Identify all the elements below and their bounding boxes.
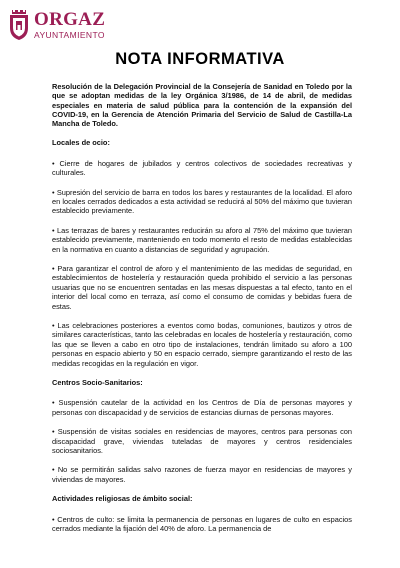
list-item: • Las celebraciones posteriores a eventos como bodas, comuniones, bautizos y otros de similares características, tanto las celebradas en locales de hostelería y restauración, como las que se lleven a cabo en otro tipo de instalaciones, tendrán limitado su aforo a 100 personas en espacio abierto y 50 en espacio cerrado, siempre garantizando el resto de las medidas recogidas en la regulación en vigor. — [52, 321, 352, 368]
list-item: • Suspensión cautelar de la actividad en los Centros de Día de personas mayores y personas con discapacidad y de servicios de estancias diurnas de personas mayores. — [52, 398, 352, 417]
list-item: • Cierre de hogares de jubilados y centros colectivos de sociedades recreativas y culturales. — [52, 158, 352, 178]
list-item: • No se permitirán salidas salvo razones de fuerza mayor en residencias de mayores y viviendas de mayores. — [52, 465, 352, 484]
intro-paragraph: Resolución de la Delegación Provincial de la Consejería de Sanidad en Toledo por la que se adoptan medidas de la ley Orgánica 3/1986, de 14 de abril, de medidas especiales en materia de salud pública para la contención de la expansión del COVID-19, en la Gerencia de Atención Primaria del Servicio de Salud de Castilla-La Mancha de Toledo. — [52, 82, 352, 129]
document-body — [52, 82, 352, 543]
list-item: • Centros de culto: se limita la permanencia de personas en lugares de culto en espacios cerrados mediante la fijación del 40% de aforo. La permanencia de — [52, 514, 352, 533]
document-title: NOTA INFORMATIVA — [115, 50, 285, 68]
list-item: • Para garantizar el control de aforo y el mantenimiento de las medidas de seguridad, en establecimientos de hostelería y restauración queda prohibido el servicio a las personas usuarias que no se encuentren sentadas en las mesas dispuestas a tal efecto, tanto en el interior del local como en terraza, así como el consumo de comidas y bebidas fuera de estas. — [52, 264, 352, 311]
logo-subtitle: AYUNTAMIENTO — [34, 30, 105, 41]
section-title-actividades-religiosas: Actividades religiosas de ámbito social: — [52, 494, 193, 504]
section-title-locales-ocio: Locales de ocio: — [52, 138, 110, 148]
logo-text — [34, 10, 105, 40]
list-item: • Supresión del servicio de barra en todos los bares y restaurantes de la localidad. El aforo en locales cerrados dedicados a esta actividad se reducirá al 50% del máximo que tuvieran establecido previamente. — [52, 187, 352, 216]
logo-name: ORGAZ — [34, 9, 106, 31]
list-item: • Las terrazas de bares y restaurantes reducirán su aforo al 75% del máximo que tuvieran establecido previamente, manteniendo en todo momento el resto de medidas establecidas en la normativa en cuanto a distancias de seguridad y agrupación. — [52, 225, 352, 254]
list-item: • Suspensión de visitas sociales en residencias de mayores, centros para personas con discapacidad grave, viviendas tuteladas de mayores y centros residenciales sociosanitarios. — [52, 427, 352, 456]
section-title-centros-socio-sanitarios: Centros Socio-Sanitarios: — [52, 378, 143, 388]
municipal-logo — [8, 8, 105, 42]
coat-of-arms-icon — [8, 10, 30, 40]
